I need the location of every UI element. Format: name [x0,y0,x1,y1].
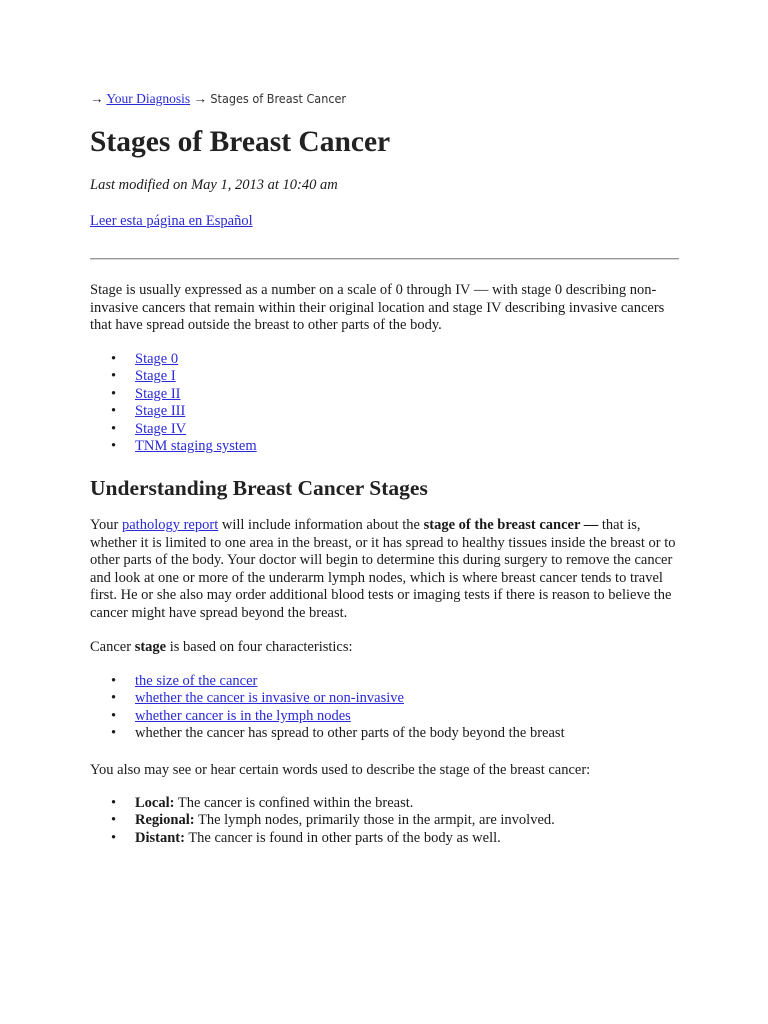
bold-text: stage [134,639,167,655]
bullet: • [111,673,117,689]
list-item [90,725,565,742]
term-local: Local: [135,795,175,811]
pathology-report-link[interactable]: pathology report [121,517,219,533]
tnm-staging-link[interactable]: TNM staging system [135,438,257,455]
term-description: The cancer is confined within the breast. [174,795,414,811]
bullet: • [111,385,117,402]
bullet: • [111,403,117,420]
term-distant: Distant: [135,829,185,846]
term-description: The lymph nodes, primarily those in the armpit, are involved. [194,812,555,829]
text-span: will include information about the [218,517,424,533]
list-item [90,421,257,438]
text-span: Your [90,517,122,533]
breadcrumb-arrow: → [90,91,104,106]
bullet: • [111,829,117,846]
term-regional: Regional: [135,812,195,829]
lymph-nodes-link[interactable]: whether cancer is in the lymph nodes [135,707,351,724]
list-item [90,795,555,812]
stage-iii-link[interactable]: Stage III [135,403,186,420]
list-item [90,708,565,725]
spanish-version-link[interactable]: Leer esta página en Español [90,213,253,229]
breadcrumb [90,90,346,108]
bullet: • [111,725,117,742]
list-item [90,351,257,368]
stage-ii-link[interactable]: Stage II [135,385,181,402]
bullet: • [111,707,117,724]
text-span: is based on four characteristics: [166,639,353,655]
bullet: • [111,812,117,829]
breadcrumb-current: Stages of Breast Cancer [210,91,347,106]
stage-links-list [90,351,257,455]
invasive-link[interactable]: whether the cancer is invasive or non-invasive [135,690,404,707]
page-title: Stages of Breast Cancer [90,126,391,158]
cancer-stage-paragraph [90,639,680,657]
size-of-cancer-link[interactable]: the size of the cancer [135,673,258,689]
bullet: • [111,368,117,385]
bold-text: stage of the breast cancer — [423,517,599,533]
list-item [90,438,257,455]
stage-words-list [90,795,555,847]
text-span: Cancer [90,639,135,655]
intro-paragraph: Stage is usually expressed as a number on a scale of 0 through IV — with stage 0 describing non-invasive cancers that remain within their original location and stage IV describing invasive cancers that have spread outside the breast to other parts of the body. [90,282,665,333]
list-item [90,830,555,847]
stage-0-link[interactable]: Stage 0 [135,351,179,367]
term-description: The cancer is found in other parts of the body as well. [184,829,501,846]
characteristics-list [90,673,565,743]
text-span: that is, whether it is limited to one area in the breast, or it has spread to healthy tissues inside the breast or to other parts of the body. Your doctor will begin to determine this during surgery to remove the cancer and look at one or more of the underarm lymph nodes, which is where breast cancer tends to travel first. He or she also may order additional blood tests or imaging tests if there is reason to believe the cancer might have spread beyond the breast. [90,517,676,621]
bullet: • [111,351,117,367]
breadcrumb-arrow: → [193,91,208,106]
bullet: • [111,795,117,811]
stage-i-link[interactable]: Stage I [135,368,176,385]
list-item [90,386,257,403]
list-item [90,812,555,829]
list-item [90,673,565,690]
divider [90,258,679,260]
breadcrumb-link-your-diagnosis[interactable]: Your Diagnosis [106,91,191,106]
list-item [90,403,257,420]
bullet: • [111,690,117,707]
last-modified: Last modified on May 1, 2013 at 10:40 am [90,177,338,193]
list-item [90,368,257,385]
stage-iv-link[interactable]: Stage IV [135,420,187,437]
bullet: • [111,420,117,437]
bullet: • [111,438,117,455]
spread-text: whether the cancer has spread to other parts of the body beyond the breast [135,725,565,742]
section-heading: Understanding Breast Cancer Stages [90,476,428,500]
list-item [90,690,565,707]
understanding-paragraph [90,517,680,622]
also-paragraph: You also may see or hear certain words used to describe the stage of the breast cancer: [90,762,591,778]
